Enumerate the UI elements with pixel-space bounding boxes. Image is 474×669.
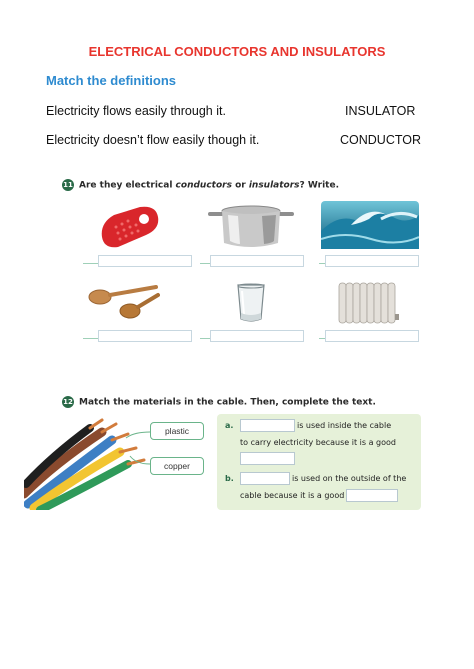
answer-line (83, 338, 98, 339)
answer-blank-3[interactable] (325, 255, 419, 267)
exercise-11-number: 11 (63, 181, 73, 189)
part-a-blank-1[interactable] (240, 419, 295, 432)
part-a-text-1: is used inside the cable (297, 421, 392, 430)
answer-blank-5[interactable] (210, 330, 304, 342)
answer-blank-4[interactable] (98, 330, 192, 342)
part-a-text-2: to carry electricity because it is a good (240, 438, 396, 447)
definition-2: Electricity doesn’t flow easily though it. (46, 133, 260, 147)
exercise-12-heading: 12 Match the materials in the cable. Then, complete the text. (63, 397, 376, 408)
wooden-spoons-icon (86, 283, 160, 323)
exercise-12-number: 12 (63, 398, 73, 406)
answer-line (200, 338, 210, 339)
part-a-letter: a. (225, 421, 234, 430)
radiator-icon (337, 280, 399, 326)
metal-pot-icon (206, 201, 296, 251)
answer-blank-1[interactable] (98, 255, 192, 267)
connector-lines (120, 420, 152, 470)
part-a-blank-2[interactable] (240, 452, 295, 465)
exercise-11-heading: 11 Are they electrical conductors or insulators? Write. (63, 180, 340, 191)
page-title: ELECTRICAL CONDUCTORS AND INSULATORS (88, 44, 386, 59)
answer-blank-6[interactable] (325, 330, 419, 342)
material-plastic-box[interactable]: plastic (150, 422, 204, 440)
definition-1: Electricity flows easily through it. (46, 104, 226, 118)
part-b-blank-1[interactable] (240, 472, 290, 485)
part-b-text-1: is used on the outside of the (292, 474, 407, 483)
material-copper-box[interactable]: copper (150, 457, 204, 475)
water-wave-icon (321, 201, 419, 249)
definition-1-answer[interactable]: INSULATOR (345, 104, 416, 118)
answer-blank-2[interactable] (210, 255, 304, 267)
part-b-text-2: cable because it is a good (240, 491, 345, 500)
answer-line (83, 263, 98, 264)
oven-glove-icon (96, 203, 162, 249)
definition-2-answer[interactable]: CONDUCTOR (340, 133, 422, 147)
answer-line (200, 263, 210, 264)
part-b-letter: b. (225, 474, 234, 483)
glass-icon (234, 283, 268, 325)
section-subtitle: Match the definitions (46, 73, 176, 88)
part-b-blank-2[interactable] (346, 489, 398, 502)
